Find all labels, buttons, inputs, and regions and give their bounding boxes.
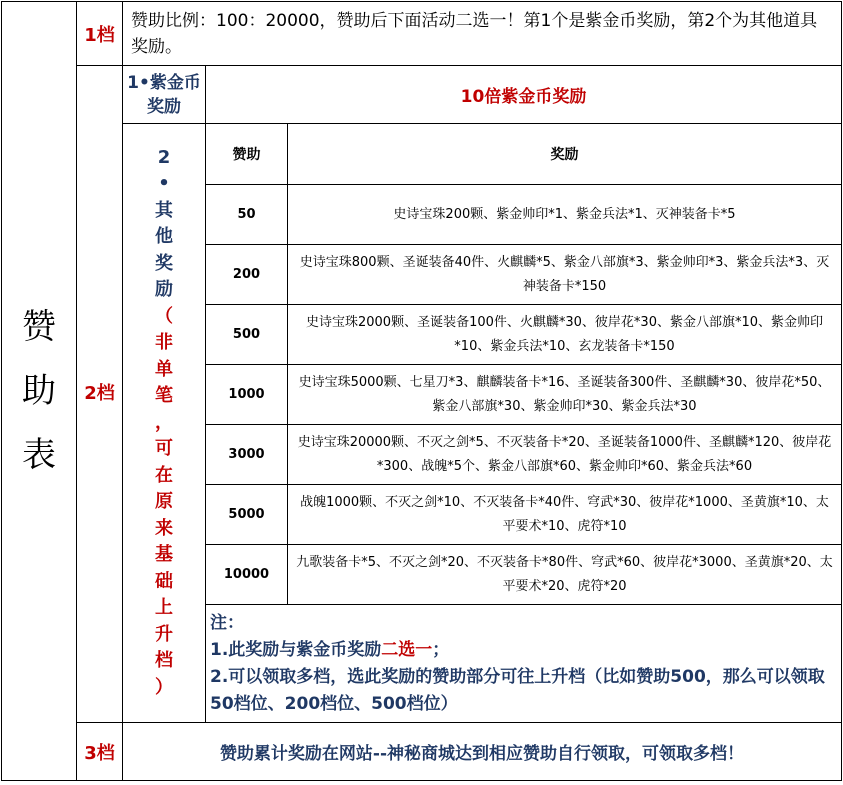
row-amount: 10000 — [206, 545, 288, 605]
row-amount: 200 — [206, 245, 288, 305]
option2-char: 础 — [155, 570, 173, 592]
option2-char: 升 — [155, 623, 173, 645]
row-amount: 5000 — [206, 485, 288, 545]
notes-title: 注： — [210, 612, 244, 633]
option2-char: 励 — [155, 279, 173, 301]
sheet-title — [2, 2, 77, 781]
option1-label: 1•紫金币奖励 — [123, 66, 206, 124]
title-char: 赞 — [22, 307, 56, 347]
option2-label — [123, 124, 206, 723]
notes-line1-c: ； — [432, 639, 450, 660]
notes-line1-a: 1.此奖励与紫金币奖励 — [210, 639, 382, 660]
tier1-label: 1档 — [77, 2, 123, 66]
option2-char: ） — [155, 676, 173, 698]
row-amount: 500 — [206, 305, 288, 365]
notes-line2: 2.可以领取多档，选此奖励的赞助部分可往上升档（比如赞助500，那么可以领取50档位、200档位、500档位） — [210, 666, 825, 714]
option2-char: 其 — [155, 199, 173, 221]
notes — [206, 605, 842, 723]
title-char: 助 — [22, 371, 56, 411]
option2-char: 上 — [155, 597, 173, 619]
option2-char: 非 — [155, 332, 173, 354]
option2-char: 在 — [155, 464, 173, 486]
notes-line1-highlight: 二选一 — [381, 639, 433, 660]
option2-char: 单 — [155, 358, 173, 380]
notes-line1 — [210, 637, 837, 664]
tier3-description: 赞助累计奖励在网站--神秘商城达到相应赞助自行领取，可领取多档！ — [123, 723, 842, 781]
option2-char: 可 — [155, 438, 173, 460]
option2-char: 2 — [157, 146, 171, 168]
tier3-label: 3档 — [77, 723, 123, 781]
row-reward: 史诗宝珠800颗、圣诞装备40件、火麒麟*5、紫金八部旗*3、紫金帅印*3、紫金兵法*3、灭神装备卡*150 — [288, 245, 842, 305]
row-reward: 史诗宝珠2000颗、圣诞装备100件、火麒麟*30、彼岸花*30、紫金八部旗*10、紫金帅印*10、紫金兵法*10、玄龙装备卡*150 — [288, 305, 842, 365]
tier1-description: 赞助比例：100：20000，赞助后下面活动二选一！第1个是紫金币奖励，第2个为其他道具奖励。 — [123, 2, 842, 66]
option2-char: ， — [155, 411, 173, 433]
option2-char: 档 — [155, 650, 173, 672]
title-char: 表 — [22, 435, 56, 475]
option2-char: 奖 — [155, 252, 173, 274]
option2-char: 基 — [155, 544, 173, 566]
header-amount: 赞助 — [206, 124, 288, 185]
header-reward: 奖励 — [288, 124, 842, 185]
row-reward: 史诗宝珠200颗、紫金帅印*1、紫金兵法*1、灭神装备卡*5 — [288, 185, 842, 245]
tier2-label-text: 2档 — [84, 383, 115, 404]
option2-char: 他 — [155, 226, 173, 248]
option1-reward: 10倍紫金币奖励 — [206, 66, 842, 124]
tier2-label — [77, 66, 123, 723]
option2-char: （ — [155, 305, 173, 327]
row-reward: 史诗宝珠5000颗、七星刀*3、麒麟装备卡*16、圣诞装备300件、圣麒麟*30、彼岸花*50、紫金八部旗*30、紫金帅印*30、紫金兵法*30 — [288, 365, 842, 425]
option2-char: 来 — [155, 517, 173, 539]
row-reward: 史诗宝珠20000颗、不灭之剑*5、不灭装备卡*20、圣诞装备1000件、圣麒麟*120、彼岸花*300、战魄*5个、紫金八部旗*60、紫金帅印*60、紫金兵法*60 — [288, 425, 842, 485]
option2-char: 笔 — [155, 385, 173, 407]
option2-char: • — [158, 173, 170, 195]
row-reward: 九歌装备卡*5、不灭之剑*20、不灭装备卡*80件、穹武*60、彼岸花*3000、圣黄旗*20、太平要术*20、虎符*20 — [288, 545, 842, 605]
row-amount: 1000 — [206, 365, 288, 425]
option2-char: 原 — [155, 491, 173, 513]
sponsorship-table — [1, 1, 842, 781]
row-amount: 50 — [206, 185, 288, 245]
row-reward: 战魄1000颗、不灭之剑*10、不灭装备卡*40件、穹武*30、彼岸花*1000、圣黄旗*10、太平要术*10、虎符*10 — [288, 485, 842, 545]
row-amount: 3000 — [206, 425, 288, 485]
